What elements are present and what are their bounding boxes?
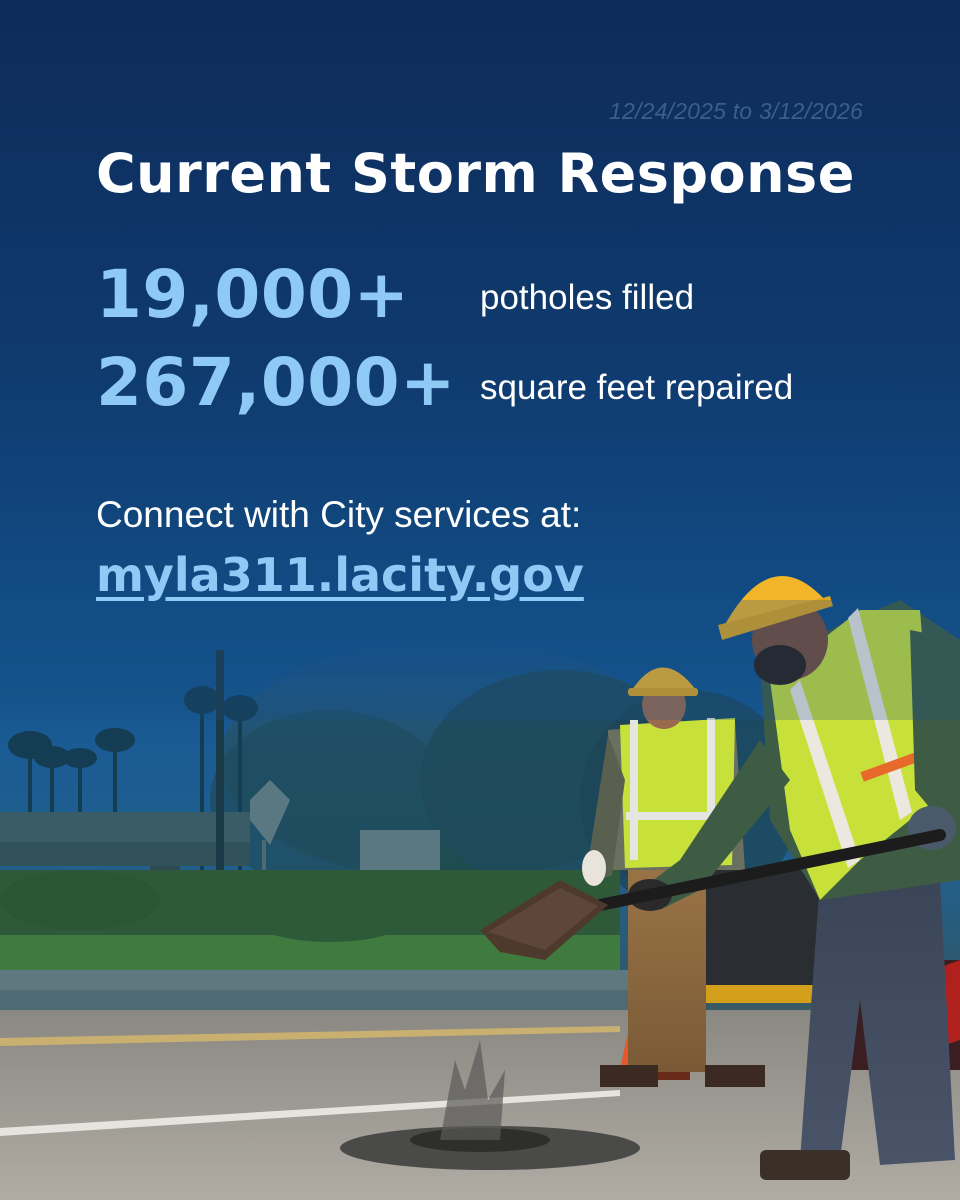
sidewalk <box>0 970 640 990</box>
stat-potholes-value: 19,000+ <box>96 256 410 333</box>
stat-potholes-label: potholes filled <box>480 278 695 317</box>
date-range: 12/24/2025 to 3/12/2026 <box>609 98 863 124</box>
stat-square-feet-label: square feet repaired <box>480 368 794 407</box>
myla311-link[interactable]: myla311.lacity.gov <box>96 548 584 602</box>
connect-text: Connect with City services at: <box>96 494 582 535</box>
stat-square-feet-value: 267,000+ <box>96 344 456 421</box>
curb <box>0 990 640 1012</box>
page-title: Current Storm Response <box>96 142 855 205</box>
